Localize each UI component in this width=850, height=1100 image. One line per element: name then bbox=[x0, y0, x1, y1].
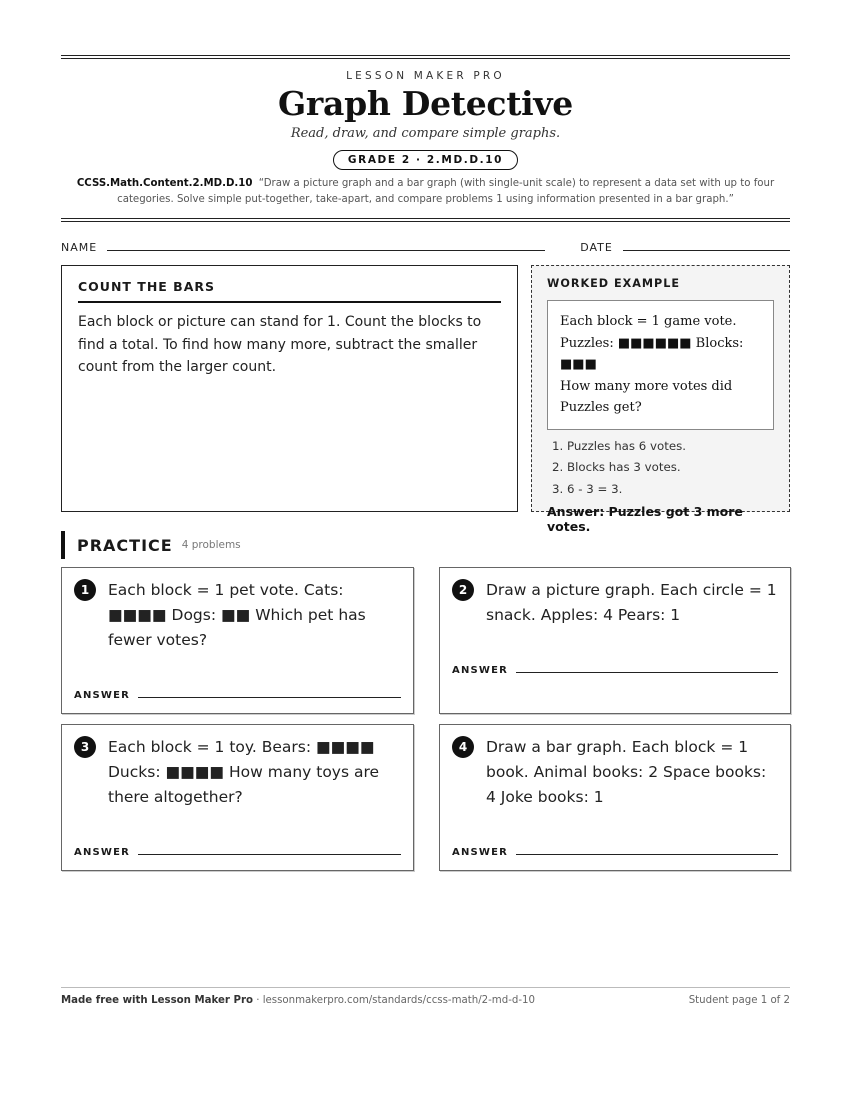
worked-step: 1. Puzzles has 6 votes. bbox=[567, 436, 774, 458]
count-box-body: Each block or picture can stand for 1. Count the blocks to find a total. To find how many more, subtract the smaller count from the larger count. bbox=[78, 314, 482, 375]
practice-heading: PRACTICE bbox=[77, 535, 173, 555]
grade-badge: GRADE 2 · 2.MD.D.10 bbox=[333, 150, 518, 170]
footer-credit bbox=[61, 995, 535, 1006]
count-the-bars-box bbox=[61, 265, 518, 512]
answer-field[interactable] bbox=[516, 854, 778, 855]
worked-problem-line: How many more votes did bbox=[560, 378, 733, 394]
problem-text: Draw a bar graph. Each block = 1 book. Animal books: 2 Space books: 4 Joke books: 1 bbox=[486, 738, 767, 806]
practice-grid bbox=[61, 567, 790, 871]
worked-problem-line: Puzzles: ■■■■■■ Blocks: ■■■ bbox=[560, 335, 744, 372]
practice-problem-4 bbox=[439, 724, 791, 871]
practice-count: 4 problems bbox=[181, 539, 241, 551]
footer-page-number: Student page 1 of 2 bbox=[688, 995, 790, 1006]
brand-label: LESSON MAKER PRO bbox=[346, 70, 505, 82]
worked-example-problem bbox=[547, 300, 774, 430]
problem-number-badge: 2 bbox=[452, 579, 474, 601]
worked-example-box bbox=[531, 265, 790, 534]
page-subtitle: Read, draw, and compare simple graphs. bbox=[290, 126, 561, 141]
answer-label: ANSWER bbox=[74, 847, 131, 858]
problem-text: Each block = 1 pet vote. Cats: ■■■■ Dogs: ■■ Which pet has fewer votes? bbox=[108, 581, 366, 649]
worked-problem-line: Each block = 1 game vote. bbox=[560, 314, 737, 329]
header-bottom-rule bbox=[61, 218, 790, 222]
answer-field[interactable] bbox=[516, 672, 778, 673]
footer-url[interactable]: · lessonmakerpro.com/standards/ccss-math/2-md-d-10 bbox=[256, 995, 535, 1006]
problem-number-badge: 1 bbox=[74, 579, 96, 601]
problem-number-badge: 4 bbox=[452, 736, 474, 758]
count-box-heading: COUNT THE BARS bbox=[78, 279, 501, 303]
worked-example-answer: Answer: Puzzles got 3 more votes. bbox=[547, 504, 743, 534]
worked-example-steps bbox=[567, 436, 774, 501]
date-field[interactable] bbox=[623, 250, 790, 251]
standard-code: CCSS.Math.Content.2.MD.D.10 bbox=[76, 178, 253, 189]
answer-field[interactable] bbox=[138, 697, 401, 698]
name-label: NAME bbox=[61, 241, 98, 254]
standard-description bbox=[71, 176, 780, 208]
answer-label: ANSWER bbox=[74, 690, 131, 701]
page-title: Graph Detective bbox=[278, 84, 573, 123]
name-date-row bbox=[61, 238, 790, 254]
top-rule bbox=[61, 55, 790, 59]
worksheet-page bbox=[61, 55, 790, 871]
answer-label: ANSWER bbox=[452, 847, 509, 858]
date-label: DATE bbox=[580, 241, 613, 254]
worked-example-heading: WORKED EXAMPLE bbox=[547, 277, 680, 290]
name-field[interactable] bbox=[107, 250, 545, 251]
footer-made-with: Made free with Lesson Maker Pro bbox=[61, 995, 253, 1006]
answer-label: ANSWER bbox=[452, 665, 509, 676]
answer-field[interactable] bbox=[138, 854, 401, 855]
practice-problem-1 bbox=[61, 567, 414, 714]
practice-problem-3 bbox=[61, 724, 414, 871]
worked-step: 3. 6 - 3 = 3. bbox=[567, 479, 774, 501]
practice-heading-row bbox=[61, 531, 790, 559]
standard-text: “Draw a picture graph and a bar graph (with single-unit scale) to represent a data set with up to four categories. Solve simple put-together, take-apart, and compare problems 1 using information presented in a bar graph.” bbox=[117, 178, 775, 205]
page-footer bbox=[61, 987, 790, 1006]
problem-text: Draw a picture graph. Each circle = 1 snack. Apples: 4 Pears: 1 bbox=[486, 581, 777, 624]
problem-text: Each block = 1 toy. Bears: ■■■■ Ducks: ■■■■ How many toys are there altogether? bbox=[108, 738, 380, 806]
problem-number-badge: 3 bbox=[74, 736, 96, 758]
worked-step: 2. Blocks has 3 votes. bbox=[567, 457, 774, 479]
worked-problem-line: Puzzles get? bbox=[560, 400, 642, 415]
practice-problem-2 bbox=[439, 567, 791, 714]
